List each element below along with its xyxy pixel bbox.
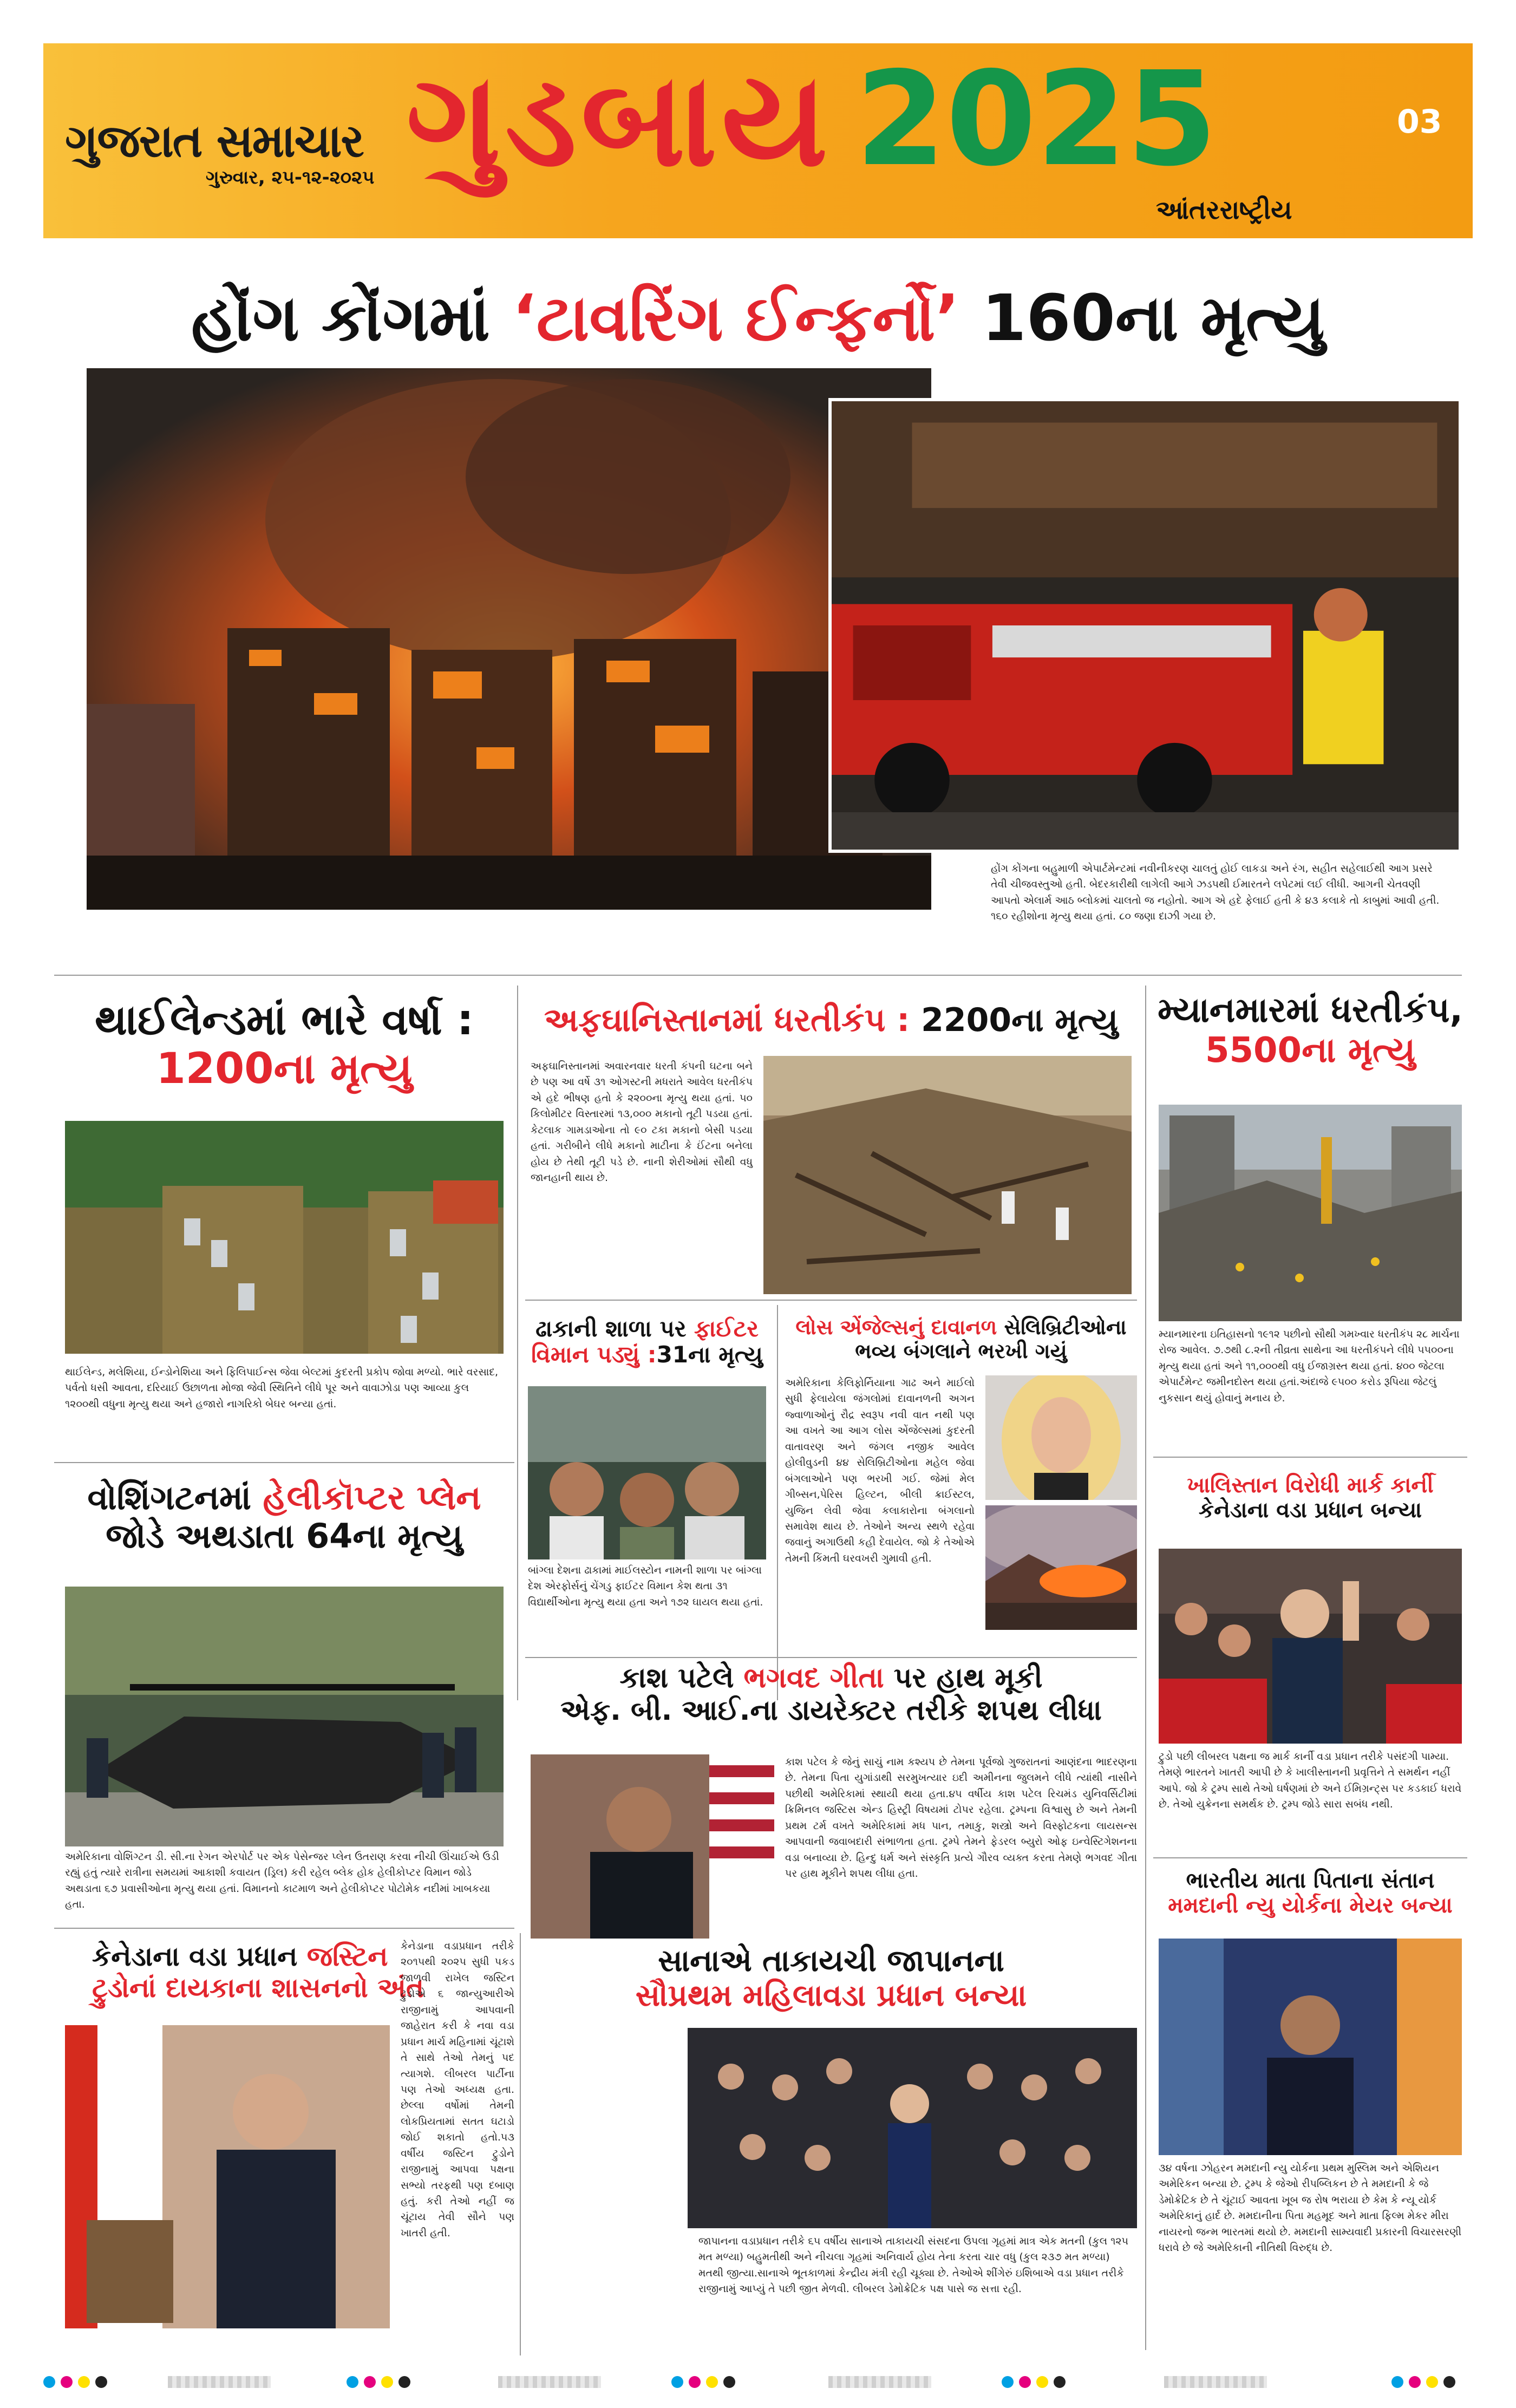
hongkong-headline [54,282,1462,355]
washington-headline-part2: હેલીકૉપ્ટર પ્લેન [263,1478,481,1517]
japan-headline-line1: સાનાએ તાકાયચી જાપાનના [658,1943,1004,1979]
kashpatel-photo [531,1754,774,1939]
kashpatel-headline-part3: પર હાથ મૂકી [884,1662,1043,1694]
divider [1153,1857,1467,1858]
afghanistan-headline-part2: 2200ના મૃત્યુ [921,1001,1118,1039]
carney-headline [1153,1473,1467,1523]
kashpatel-headline-line2: એફ. બી. આઈ.ના ડાયરેક્ટર તરીકે શપથ લીધા [560,1694,1102,1727]
losangeles-body: અમેરિકાના કેલિફોર્નિયાના ગાઢ અને માઈલો સુધી ફેલાયેલા જંગલોમાં દાવાનળની અગન જ્વાળાઓનું રૌદ્ર સ્વરૂપ નવી વાત નથી પણ આ વખતે આ આગ લોસ એંજેલ્સમાં કુદરતી વાતાવરણ અને જંગલ નજીક આવેલ હોલીવુડની ૪૪ સેલિબ્રિટીઓના મહેલ જેવા બંગલાઓને પણ ભરખી ગઈ. જેમાં મેલ ગીબ્સન,પેરિસ હિલ્ટન, બીલી ક્રાઈસ્ટલ, યુજિન લેવી જેવા કલાકારોના બંગલાનો સમાવેશ થાય છે. તેઓને અન્ય સ્થળે રહેવા જવાનું અગાઉથી કહી દેવાયેલ. જો કે તેઓએ તેમની કિંમતી ઘરવખરી ગુમાવી હતી. [785,1377,975,1564]
trudeau-headline-part2: જસ્ટિન [306,1941,388,1972]
washington-headline-line2: જોડે અથડાતા 64ના મૃત્યુ [106,1516,463,1556]
mamdani-caption: ૩૪ વર્ષના ઝોહરન મમદાની ન્યુ યોર્કના પ્રથમ મુસ્લિમ અને એશિયન અમેરિકન બન્યા છે. ટ્રમ્પ કે જેઓ રીપબ્લિકન છે તે મમદાની કે જે ડેમોક્રેટિક છે તે ચૂંટાઈ આવતા ખૂબ જ રોષ ભરાયા છે કેમ કે ન્યૂ યોર્ક અમેરિકાનું હાર્દ છે. મમદાનીના પિતા મહમૂદ અને માતા ફિલ્મ મેકર મીરા નાયરનો જન્મ ભારતમાં થયો છે. મમદાની સામ્યવાદી પ્રકારની વિચારસરણી ધરાવે છે જે અમેરિકાની નીતિથી વિરુદ્ધ છે. [1159,2162,1462,2254]
thailand-headline-line1: થાઈલેન્ડમાં ભારે વર્ષા : [95,996,474,1045]
trudeau-headline-part1: કેનેડાના વડા પ્રધાન [92,1941,307,1972]
hongkong-caption: હોંગ કોંગના બહુમાળી એપાર્ટમેન્ટમાં નવીનીકરણ ચાલતું હોઈ લાકડા અને રંગ, સહીત સહેલાઈથી આગ પ્રસરે તેવી ચીજવસ્તુઓ હતી. બેદરકારીથી લાગેલી આગે ઝડપથી ઈમારતને લપેટમાં લઈ લીધી. આગની ચેતવણી આપતો એલાર્મ આઠ બ્લોકમાં ચાલતો જ નહોતો. આગ એ હદે ફેલાઈ હતી કે ૪૩ કલાકે તો કાબુમાં આવી હતી. ૧૬૦ રહીશોના મૃત્યુ થયા હતાં. ૮૦ જણા દાઝી ગયા છે. [991,863,1440,923]
losangeles-headline-part1: લોસ એંજેલ્સનું દાવાનળ [795,1315,1004,1339]
losangeles-headline-part2: સેલિબ્રિટીઓના [1004,1315,1127,1339]
divider [1153,1457,1467,1458]
washington-headline-part1: વોશિંગટનમાં [87,1478,263,1517]
section-label: આંતરરાષ્ટ્રીય [1156,195,1292,225]
myanmar-quake-photo [1159,1105,1462,1321]
dhaka-headline-part2: ફાઈટર [694,1315,759,1342]
japan-caption: જાપાનના વડાપ્રધાન તરીકે ૬૫ વર્ષીય સાનાએ તાકાયચી સંસદના ઉપલા ગૃહમાં માત્ર એક મતની (કુલ ૧૨૫ મત મળ્યા) બહુમતીથી અને નીચલા ગૃહમાં અનિવાર્ય હોય તેના કરતા ચાર વધુ (કુલ ૨૩૭ મત મળ્યા) મતથી જીત્યા.સાનાએ ભૂતકાળમાં કેન્દ્રીય મંત્રી રહી ચૂક્યા છે. તેઓએ શીંગેરું ઇશિબાએ વડા પ્રધાન તરીકે રાજીનામું આપ્યું તે પછી જીત મેળવી. લીબરલ ડેમોક્રેટિક પક્ષ પાસે જ સત્તા રહી. [698,2235,1129,2295]
mamdani-photo [1159,1939,1462,2155]
losangeles-headline [780,1316,1142,1363]
mamdani-headline-line2: મમદાની ન્યુ યોર્કના મેયર બન્યા [1168,1893,1453,1918]
kashpatel-headline [525,1662,1137,1727]
divider [517,986,518,1700]
divider [525,1657,1137,1658]
washington-headline [54,1478,514,1556]
kashpatel-headline-part1: કાશ પટેલે [619,1662,744,1694]
thailand-headline-line2: 1200ના મૃત્યુ [156,1044,413,1093]
mamdani-headline [1153,1868,1467,1918]
trudeau-body-column: કેનેડાના વડાપ્રધાન તરીકે ૨૦૧૫થી ૨૦૨૫ સુધી પકડ જાળવી રાખેલ જસ્ટિન ટ્રુડોએ ૬ જાન્યુઆરીએ રાજીનામું આપવાની જાહેરાત કરી કે નવા વડા પ્રધાન માર્ચ મહિનામાં ચૂંટાશે તે સાથે તેઓ તેમનું પદ ત્યાગશે. લીબરલ પાર્ટીના પણ તેઓ અધ્યક્ષ હતા. છેલ્લા વર્ષોમાં તેમની લોકપ્રિયતામાં સતત ઘટાડો જોઈ શકાતો હતો.૫૩ વર્ષીય જસ્ટિન ટ્રુડોને રાજીનામું આપવા પક્ષના સભ્યો તરફથી પણ દબાણ હતું. કરી તેઓ નહીં જ ચૂંટાય તેવી સૌને પણ ખાતરી હતી. [401,1940,514,2239]
hongkong-headline-part1: હોંગ કોંગમાં [191,280,512,355]
print-registration-bar [0,2372,1516,2393]
issue-date: ગુરુવાર, ૨૫-૧૨-૨૦૨૫ [206,167,375,188]
carney-headline-line1: ખાલિસ્તાન વિરોધી માર્ક કાર્ની [1187,1473,1434,1498]
japan-headline [525,1944,1137,2014]
afghanistan-body: અફઘાનિસ્તાનમાં અવારનવાર ધરતી કંપની ઘટના બને છે પણ આ વર્ષે ૩૧ ઓગસ્ટની મધરાતે આવેલ ધરતીકંપ એ હદે ભીષણ હતો કે ૨૨૦૦ના મૃત્યુ થયા હતાં. ૫૦ કિલોમીટર વિસ્તારમાં ૧૩,૦૦૦ મકાનો તૂટી પડયા હતાં. કેટલાક ગામડાઓના તો ૯૦ ટકા મકાનો બેસી પડયા હતાં. ગરીબીને લીધે મકાનો માટીના કે ઈંટના બનેલા હોય છે તેથી તૂટી પડે છે. નાની શેરીઓમાં સૌથી વધુ જાનહાની થાય છે. [531,1060,753,1184]
dhaka-caption: બાંગ્લા દેશના ઢાકામાં માઈલસ્ટોન નામની શાળા પર બાંગ્લા દેશ એરફોર્સનું ચેંગડુ ફાઈટર વિમાન કેશ થતા ૩૧ વિદ્યાર્થીઓના મૃત્યુ થયા હતા અને ૧૭૨ ઘાયલ થયા હતાં. [528,1559,766,1652]
divider [54,1462,514,1463]
afghanistan-headline-part1: અફઘાનિસ્તાનમાં ધરતીકંપ : [544,1001,922,1039]
masthead-year: 2025 [855,43,1217,195]
carney-rally-photo [1159,1549,1462,1744]
japan-headline-line2: સૌપ્રથમ મહિલાવડા પ્રધાન બન્યા [635,1978,1027,2014]
trudeau-headline-line2: ટ્રુડોનાં દાયકાના શાસનનો અંત [92,1972,424,2004]
carney-caption: ટ્રુડો પછી લીબરલ પક્ષના જ માર્ક કાર્ની વડા પ્રધાન તરીકે પસંદગી પામ્યા. તેમણે ભારતને ખાતરી આપી છે કે ખાલીસ્તાનની પ્રવૃત્તિને તે સમર્થન નહીં આપે. જો કે ટ્રમ્પ સાથે તેઓ ઘર્ષણમાં છે અને ઈમિગ્રન્ટ્સ પર કડકાઈ ધરાવે છે. તેઓ યુક્રેનના સમર્થક છે. ટ્રમ્પ જોડે સારા સબંધ નથી. [1159,1751,1462,1811]
afghanistan-headline [525,1002,1137,1039]
hongkong-firefighters-photo [828,398,1462,853]
masthead-banner [43,43,1473,238]
losangeles-wildfire-photo [985,1505,1137,1630]
dhaka-headline-part3: વિમાન પડ્યું : [531,1341,657,1368]
thailand-caption: થાઈલેન્ડ, મલેશિયા, ઈન્ડોનેશિયા અને ફિલિપાઈન્સ જેવા બેલ્ટમાં કુદરતી પ્રકોપ જોવા મળ્યો. ભારે વરસાદ, પર્વતો ધસી આવતા, દરિયાઈ ઉછાળતા મોજા જેવી સ્થિતિને લીધે પૂર અને વાવાઝોડા પણ આવ્યા કુલ ૧૨૦૦થી વધુના મૃત્યુ થયા અને હજારો નાગરિકો બેઘર બન્યા હતાં. [65,1366,499,1410]
kashpatel-headline-part2: ભગવદ ગીતા [743,1662,884,1694]
page-number: 03 [1397,103,1442,141]
divider [1145,986,1146,2350]
thailand-headline [54,996,514,1093]
newspaper-logo: ગુજરાત સમાચાર [65,114,363,167]
divider [54,1928,514,1929]
myanmar-headline-line2: 5500ના મૃત્યુ [1205,1030,1416,1071]
washington-caption: અમેરિકાના વોશિંગ્ટન ડી. સી.ના રેગન એરપોર્ટ પર એક પેસેન્જર પ્લેન ઉતરાણ કરવા નીચી ઊંચાઈએ ઉડી રહ્યું હતું ત્યારે રાત્રીના સમયમાં આકાશી કવાયત (ડ્રિલ) કરી રહેલ બ્લેક હોક હેલીકોપ્ટર વિમાન જોડે અથડાતા ૬૭ પ્રવાસીઓના મૃત્યુ થયા હતાં. વિમાનનો કાટમાળ અને હેલીકોપ્ટર પોટોમેક નદીમાં ખાબકયા હતા. [65,1851,499,1911]
dhaka-headline [525,1316,769,1368]
afghanistan-quake-photo [763,1056,1132,1294]
myanmar-caption: મ્યાનમારના ઇતિહાસનો ૧૯૧૨ પછીનો સૌથી ગમખ્વાર ધરતીકંપ ૨૮ માર્ચના રોજ આવેલ. ૭.૭થી ૮.૨ની તીવ્રતા સાથેના આ ધરતીકંપને લીધે ૫૫૦૦ના મૃત્યુ થયા હતાં અને ૧૧,૦૦૦થી વધુ ઈજાગ્રસ્ત થયા હતાં. ૪૦૦ જેટલા એપાર્ટમેન્ટ જમીનદોસ્ત થયા હતાં.અંદાજે ૯૫૦૦ કરોડ રૂપિયા જેટલું નુકસાન થયું હોવાનું મનાય છે. [1159,1328,1460,1404]
myanmar-headline-line1: મ્યાનમારમાં ધરતીકંપ, [1158,990,1463,1030]
thailand-flood-photo [65,1121,504,1354]
mamdani-headline-line1: ભારતીય માતા પિતાના સંતાન [1186,1868,1435,1893]
divider [520,1933,521,2355]
carney-headline-line2: કેનેડાના વડા પ્રધાન બન્યા [1198,1498,1422,1523]
hongkong-headline-quote: ‘ટાવરિંગ ઈન્ફર્નો’ [512,280,960,355]
japan-parliament-photo [688,2028,1137,2228]
losangeles-celebrity-photo [985,1375,1137,1500]
divider [777,1305,778,1700]
divider [54,975,1462,976]
dhaka-headline-part4: 31ના મૃત્યુ [656,1341,763,1368]
trudeau-photo [65,2025,390,2328]
hongkong-headline-part3: 160ના મૃત્યુ [959,280,1325,355]
washington-helicopter-photo [65,1587,504,1846]
divider [525,1300,1137,1301]
kashpatel-body: કાશ પટેલ કે જેનું સાચું નામ કશ્યપ છે તેમના પૂર્વજો ગુજરાતનાં આણંદના ભાદરણના છે. તેમના પિતા યુગાંડાથી સરમુખત્યાર ઇદી અમીનના જુલમને લીધે ત્યાંથી નાસીને પછીથી અમેરિકામાં સ્થાયી થયા હતા.૪૫ વર્ષીય કાશ પટેલ રિચમંડ યુનિવર્સિટીમાં ક્રિમિનલ જસ્ટિસ એન્ડ હિસ્ટ્રી વિષયમાં ટોપર રહેલા. ટ્રમ્પના વિશ્વાસુ છે અને તેમની પ્રથમ ટર્મ વખતે અમેરિકામાં મધ પાન, તમાકુ, શસ્ત્રો અને વિસ્ફોટકના લાયસન્સ આપવાની જવાબદારી સંભાળતા હતા. ટ્રમ્પે તેમને ફેડરલ બ્યુરો ઓફ ઇન્વેસ્ટિગેશનના વડા બનાવ્યા છે. હિન્દુ ધર્મ અને સંસ્કૃતિ પ્રત્યે ગૌરવ વ્યક્ત કરતા તેમણે ભગવદ ગીતા પર હાથ મૂકીને શપથ લીધા હતા. [785,1756,1137,1880]
masthead-word: ગુડબાય [406,43,833,195]
dhaka-headline-part1: ઢાકાની શાળા પર [535,1315,695,1342]
hongkong-fire-photo [87,368,931,910]
myanmar-headline [1153,991,1467,1071]
losangeles-headline-line2: ભવ્ય બંગલાને ભરખી ગયું [855,1339,1067,1363]
